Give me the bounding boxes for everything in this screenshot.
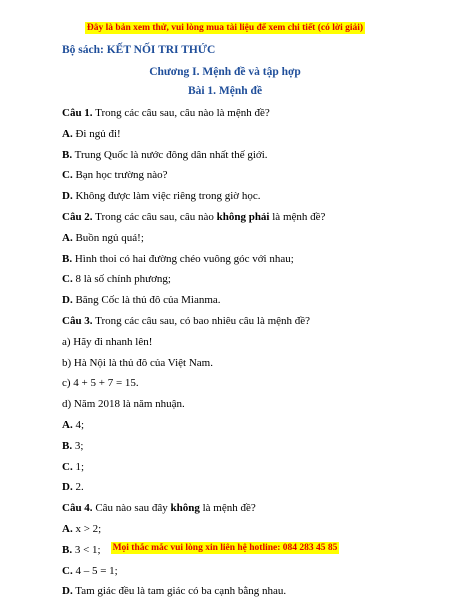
option-text: Hình thoi có hai đường chéo vuông góc với nhau; bbox=[72, 252, 294, 265]
option-label: D. bbox=[62, 481, 73, 494]
question-label: Câu 4. bbox=[62, 502, 93, 515]
option-text: 4 – 5 = 1; bbox=[72, 564, 118, 577]
question-3 bbox=[62, 311, 402, 332]
question-list bbox=[62, 103, 402, 602]
question-text: Câu nào sau đây bbox=[92, 502, 171, 515]
answer-option bbox=[62, 436, 402, 457]
statement-item: b) Hà Nội là thủ đô của Việt Nam. bbox=[62, 356, 213, 369]
option-label: C. bbox=[62, 460, 73, 473]
lesson-title: Bài 1. Mệnh đề bbox=[187, 85, 263, 97]
option-text: Băng Cốc là thủ đô của Mianma. bbox=[72, 294, 221, 307]
question-label: Câu 2. bbox=[62, 210, 93, 223]
hotline-text: Mọi thắc mắc vui lòng xin liên hệ hotline: 084 283 45 85 bbox=[112, 543, 338, 553]
option-text: 3 < 1; bbox=[72, 543, 101, 556]
question-text: Trong các câu sau, câu nào bbox=[92, 210, 217, 223]
option-label: A. bbox=[62, 418, 73, 431]
question-text: là mệnh đề? bbox=[199, 502, 256, 515]
answer-option bbox=[62, 165, 402, 186]
question-text: là mệnh đề? bbox=[269, 210, 326, 223]
option-label: B. bbox=[62, 543, 73, 556]
question-text: Trong các câu sau, có bao nhiêu câu là mệnh đề? bbox=[92, 314, 311, 327]
preview-notice-text: Đây là bản xem thử, vui lòng mua tài liệu để xem chi tiết (có lời giải) bbox=[86, 23, 364, 33]
option-text: Bạn học trường nào? bbox=[72, 169, 168, 182]
answer-option bbox=[62, 415, 402, 436]
answer-option bbox=[62, 186, 402, 207]
question-2 bbox=[62, 207, 402, 228]
option-label: D. bbox=[62, 294, 73, 307]
question-label: Câu 1. bbox=[62, 107, 93, 119]
option-label: A. bbox=[62, 231, 73, 244]
option-text: 4; bbox=[72, 418, 85, 431]
question-1 bbox=[62, 103, 402, 124]
option-text: 3; bbox=[72, 439, 84, 452]
option-label: C. bbox=[62, 273, 73, 286]
chapter-title: Chương I. Mệnh đề và tập hợp bbox=[149, 66, 301, 78]
answer-option bbox=[62, 561, 402, 582]
option-label: C. bbox=[62, 564, 73, 577]
option-label: D. bbox=[62, 585, 73, 598]
question-label: Câu 3. bbox=[62, 314, 93, 327]
option-text: 1; bbox=[72, 460, 85, 473]
statement-item: c) 4 + 5 + 7 = 15. bbox=[62, 377, 139, 390]
statement-item: a) Hãy đi nhanh lên! bbox=[62, 335, 153, 348]
option-text: 8 là số chính phương; bbox=[72, 273, 171, 286]
option-text: Không được làm việc riêng trong giờ học. bbox=[72, 190, 261, 203]
option-text: Buồn ngủ quá!; bbox=[72, 231, 144, 244]
option-text: 2. bbox=[72, 481, 84, 494]
option-text: Trung Quốc là nước đông dân nhất thế giới. bbox=[72, 148, 268, 161]
answer-option bbox=[62, 228, 402, 249]
answer-option bbox=[62, 145, 402, 166]
answer-option bbox=[62, 519, 402, 540]
option-text: Tam giác đều là tam giác có ba cạnh bằng nhau. bbox=[72, 585, 287, 598]
statement-item: d) Năm 2018 là năm nhuận. bbox=[62, 398, 185, 411]
answer-option bbox=[62, 124, 402, 145]
question-4 bbox=[62, 498, 402, 519]
option-label: D. bbox=[62, 190, 73, 203]
option-label: A. bbox=[62, 522, 73, 535]
answer-option bbox=[62, 457, 402, 478]
answer-option bbox=[62, 269, 402, 290]
book-series-label: Bộ sách: KẾT NỐI TRI THỨC bbox=[62, 44, 216, 56]
answer-option bbox=[62, 249, 402, 270]
question-emphasis: không bbox=[170, 502, 200, 515]
answer-option bbox=[62, 290, 402, 311]
option-label: B. bbox=[62, 439, 73, 452]
option-text: x > 2; bbox=[72, 522, 102, 535]
answer-option bbox=[62, 581, 402, 602]
option-label: A. bbox=[62, 127, 73, 140]
option-label: B. bbox=[62, 252, 73, 265]
question-text: Trong các câu sau, câu nào là mệnh đề? bbox=[92, 107, 270, 119]
question-emphasis: không phải bbox=[216, 210, 270, 223]
preview-notice-banner bbox=[0, 23, 450, 33]
answer-option bbox=[62, 477, 402, 498]
option-label: B. bbox=[62, 148, 73, 161]
hotline-banner bbox=[0, 543, 450, 553]
option-text: Đi ngủ đi! bbox=[72, 127, 121, 140]
option-label: C. bbox=[62, 169, 73, 182]
